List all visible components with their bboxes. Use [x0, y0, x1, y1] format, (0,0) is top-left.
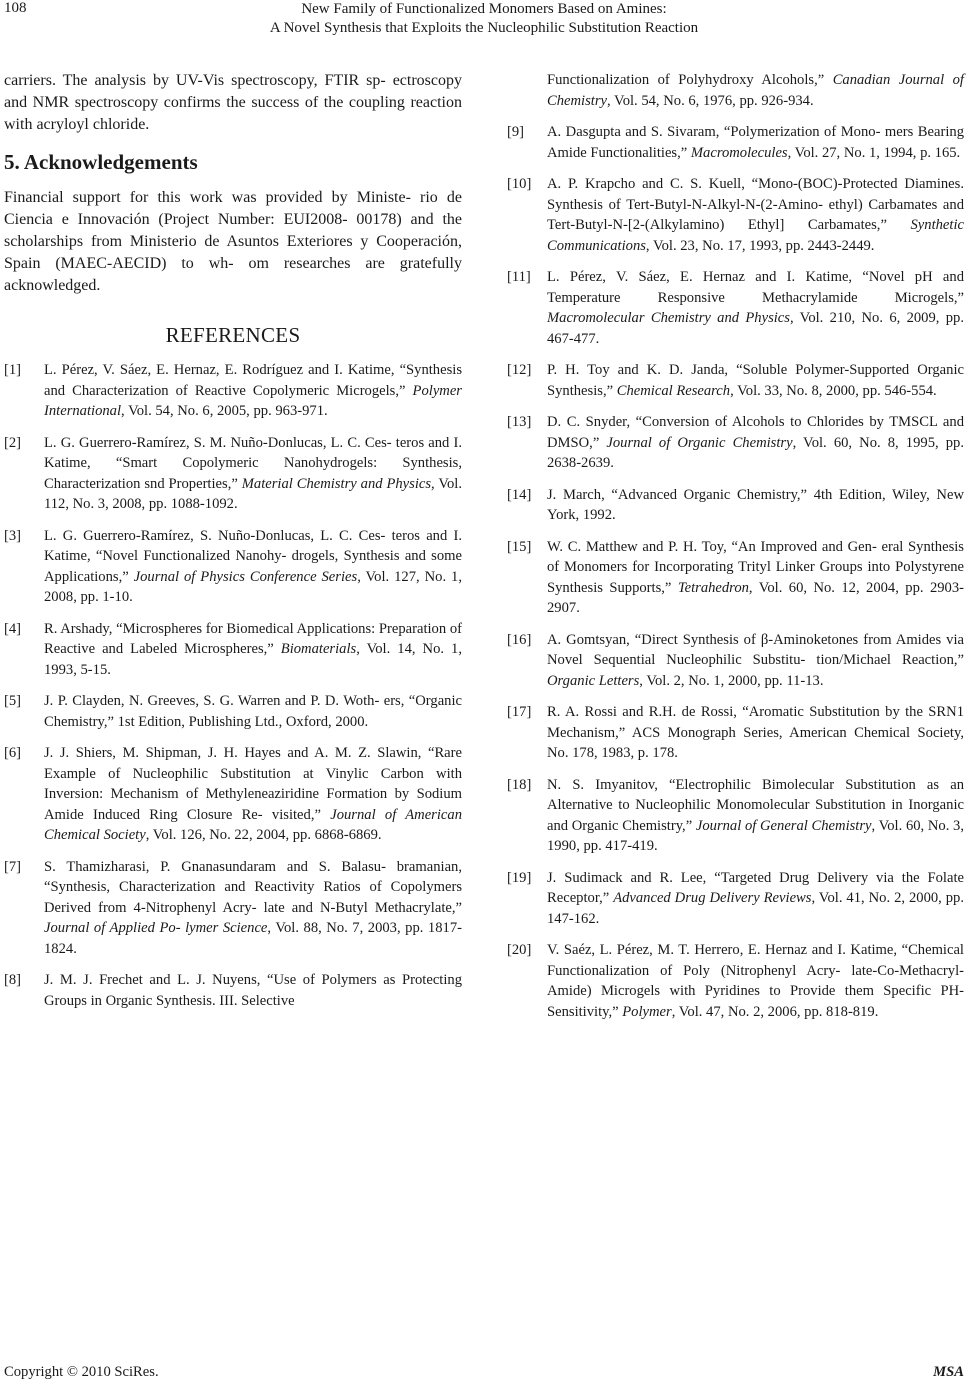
- ref-body: [547, 940, 964, 1022]
- running-header-line-1: New Family of Functionalized Monomers Based on Amines:: [301, 1, 667, 17]
- ref-body: [44, 526, 462, 608]
- ref-journal: Tetrahedron: [677, 579, 749, 596]
- ref-body: [547, 868, 964, 930]
- ref-details: , Vol. 112, No. 3, 2008, pp. 1088-1092.: [44, 475, 462, 512]
- reference-3: [4, 526, 462, 608]
- ref-journal: Canadian Journal of Chemistry: [547, 72, 964, 109]
- ref-body: [547, 360, 964, 401]
- ref-body: [547, 630, 964, 692]
- ref-body: [547, 122, 964, 163]
- ref-details: , Vol. 27, No. 1, 1994, p. 165.: [787, 144, 961, 161]
- reference-8-continuation: [507, 70, 964, 111]
- ref-body: [44, 857, 462, 960]
- ref-journal: Journal of American Chemical Society: [44, 806, 462, 843]
- ref-body: [44, 743, 462, 846]
- ref-text: L. Pérez, V. Sáez, E. Hernaz and I. Katime, “Novel pH and Temperature Responsive Methacrylamide Microgels,”: [547, 269, 964, 306]
- ref-details: , Vol. 23, No. 17, 1993, pp. 2443-2449.: [645, 237, 875, 254]
- reference-2: [4, 433, 462, 515]
- ref-text: R. A. Rossi and R.H. de Rossi, “Aromatic Substitution by the SRN1 Mechanism,” ACS Monograph Series, American Chemical Society, No. 178, 1983, p. 178.: [547, 704, 964, 761]
- ref-details: , Vol. 60, No. 12, 2004, pp. 2903-2907.: [547, 579, 964, 616]
- ref-text: A. Dasgupta and S. Sivaram, “Polymerization of Mono- mers Bearing Amide Functionalities,”: [547, 124, 964, 161]
- ref-number: [13]: [507, 414, 532, 430]
- ref-journal: Material Chemistry and Physics: [241, 475, 432, 492]
- ref-body: [547, 537, 964, 619]
- ref-number: [16]: [507, 631, 532, 648]
- ref-text: J. M. J. Frechet and L. J. Nuyens, “Use of Polymers as Protecting Groups in Organic Synthesis. III. Selective: [44, 972, 462, 1009]
- reference-7: [4, 857, 462, 960]
- ref-body: [547, 267, 964, 349]
- ref-number: [19]: [507, 869, 532, 886]
- reference-17: [507, 702, 964, 764]
- reference-16: [507, 630, 964, 692]
- ref-body: [44, 691, 462, 732]
- ref-number: [1]: [4, 362, 22, 378]
- ref-number: [4]: [4, 620, 22, 637]
- ref-journal: Polymer: [622, 1003, 672, 1020]
- acknowledgements-heading: 5. Acknowledgements: [4, 150, 198, 174]
- ref-journal: Journal of General Chemistry: [695, 817, 872, 834]
- ref-number: [18]: [507, 776, 532, 793]
- ref-journal: Biomaterials: [280, 641, 357, 657]
- reference-6: [4, 743, 462, 846]
- ref-text: P. H. Toy and K. D. Janda, “Soluble Polymer-Supported Organic Synthesis,”: [547, 362, 964, 399]
- ref-journal: Synthetic Communications: [547, 217, 964, 254]
- ref-body: [44, 433, 462, 515]
- ref-body: [547, 485, 964, 526]
- ref-text: L. Pérez, V. Sáez, E. Hernaz, E. Rodríguez and I. Katime, “Synthesis and Characterization of Reactive Copolymeric Microgels,”: [44, 362, 462, 399]
- ref-text: L. G. Guerrero-Ramírez, S. M. Nuño-Donlucas, L. C. Ces- teros and I. Katime, “Smart Copolymeric Nanohydrogels: Synthesis, Characterization snd Properties,”: [44, 434, 462, 492]
- ref-number: [6]: [4, 745, 22, 761]
- reference-18: [507, 775, 964, 857]
- ref-number: [17]: [507, 704, 532, 720]
- references-title: REFERENCES: [165, 323, 301, 347]
- ref-number: [7]: [4, 858, 22, 875]
- ref-number: [15]: [507, 538, 532, 555]
- reference-19: [507, 868, 964, 930]
- ref-text: N. S. Imyanitov, “Electrophilic Bimolecular Substitution as an Alternative to Nucleophilic Monomolecular Substitution in Inorganic and Organic Chemistry,”: [547, 776, 964, 834]
- ref-text: A. Gomtsyan, “Direct Synthesis of β-Aminoketones from Amides via Novel Sequential Nucleophilic Substitu- tion/Michael Reaction,”: [547, 631, 964, 668]
- ref-body: [44, 970, 462, 1011]
- ref-details: , Vol. 126, No. 22, 2004, pp. 6868-6869.: [145, 827, 382, 843]
- running-header-line-2: A Novel Synthesis that Exploits the Nucleophilic Substitution Reaction: [269, 20, 699, 36]
- ref-details: , Vol. 127, No. 1, 2008, pp. 1-10.: [44, 568, 462, 605]
- ref-number: [5]: [4, 693, 22, 709]
- reference-15: [507, 537, 964, 619]
- ref-text: R. Arshady, “Microspheres for Biomedical Applications: Preparation of Reactive and Labeled Microspheres,”: [44, 620, 462, 657]
- journal-abbreviation: MSA: [933, 1364, 964, 1380]
- ref-text: Functionalization of Polyhydroxy Alcohols,”: [547, 72, 833, 88]
- ref-number: [3]: [4, 527, 22, 544]
- ref-details: , Vol. 60, No. 3, 1990, pp. 417-419.: [547, 817, 964, 854]
- ref-number: [9]: [507, 124, 525, 140]
- ref-text: W. C. Matthew and P. H. Toy, “An Improved and Gen- eral Synthesis of Monomers for Incorporating Trityl Linker Groups into Polystyrene Synthesis Supports,”: [547, 538, 964, 596]
- ref-details: , Vol. 14, No. 1, 1993, 5-15.: [44, 641, 462, 678]
- reference-list-left: [4, 360, 462, 1011]
- ref-text: V. Saéz, L. Pérez, M. T. Herrero, E. Hernaz and I. Katime, “Chemical Functionalization of Poly (Nitrophenyl Acry- late-Co-Methacryl-Amide) Microgels with Pyridines to Provide them Specific PH-Sensitivity,”: [547, 942, 964, 1020]
- ref-body: [547, 412, 964, 474]
- copyright-notice: Copyright © 2010 SciRes.: [4, 1364, 159, 1380]
- acknowledgements-text: Financial support for this work was provided by Ministe- rio de Ciencia e Innovación (Project Number: EUI2008- 00178) and the scholarships from Ministerio de Asuntos Exteriores y Cooperación, Spain (MAEC-AECID) to wh- om researches are gratefully acknowledged.: [4, 189, 462, 294]
- ref-details: , Vol. 2, No. 1, 2000, pp. 11-13.: [639, 672, 824, 689]
- ref-number: [10]: [507, 176, 532, 192]
- ref-journal: Macromolecular Chemistry and Physics: [547, 310, 790, 326]
- ref-details: , Vol. 88, No. 7, 2003, pp. 1817-1824.: [44, 920, 462, 957]
- ref-details: , Vol. 47, No. 2, 2006, pp. 818-819.: [671, 1003, 879, 1020]
- running-header: [0, 0, 968, 38]
- ref-number: [20]: [507, 942, 532, 958]
- ref-number: [11]: [507, 269, 531, 285]
- ref-body: [547, 702, 964, 764]
- reference-4: [4, 619, 462, 681]
- ref-journal: Journal of Organic Chemistry: [606, 434, 793, 451]
- reference-8: [4, 970, 462, 1011]
- ref-journal: Journal of Physics Conference Series: [133, 568, 358, 585]
- ref-journal: Chemical Research: [616, 382, 731, 399]
- ref-body: [547, 775, 964, 857]
- ref-details: , Vol. 60, No. 8, 1995, pp. 2638-2639.: [547, 434, 964, 471]
- ref-text: L. G. Guerrero-Ramírez, S. Nuño-Donlucas, L. C. Ces- teros and I. Katime, “Novel Functionalized Nanohy- drogels, Synthesis and some Applications,”: [44, 527, 462, 585]
- reference-9: [507, 122, 964, 163]
- ref-number: [8]: [4, 972, 22, 988]
- ref-text: D. C. Snyder, “Conversion of Alcohols to Chlorides by TMSCL and DMSO,”: [547, 414, 964, 451]
- ref-details: , Vol. 41, No. 2, 2000, pp. 147-162.: [547, 890, 965, 927]
- right-column: [507, 70, 964, 1033]
- reference-1: [4, 360, 462, 422]
- ref-details: , Vol. 54, No. 6, 2005, pp. 963-971.: [121, 403, 328, 419]
- ref-number: [14]: [507, 486, 532, 503]
- reference-20: [507, 940, 964, 1022]
- ref-details: , Vol. 54, No. 6, 1976, pp. 926-934.: [607, 92, 814, 109]
- ref-body: [44, 619, 462, 681]
- ref-text: J. Sudimack and R. Lee, “Targeted Drug Delivery via the Folate Receptor,”: [547, 869, 964, 906]
- ref-body: [547, 174, 964, 256]
- ref-journal: Organic Letters: [547, 672, 640, 689]
- reference-13: [507, 412, 964, 474]
- reference-list-right: [507, 122, 964, 1022]
- ref-text: J. J. Shiers, M. Shipman, J. H. Hayes and A. M. Z. Slawin, “Rare Example of Nucleophilic Substitution at Vinylic Carbon with Inversion: Mechanism of Methyleneaziridine Formation by Sodium Amide Induced Ring Closure Re- visited,”: [44, 745, 462, 823]
- ref-details: , Vol. 33, No. 8, 2000, pp. 546-554.: [730, 382, 937, 399]
- ref-journal: Polymer International: [44, 382, 462, 419]
- ref-text: J. March, “Advanced Organic Chemistry,” 4th Edition, Wiley, New York, 1992.: [547, 486, 964, 523]
- ref-details: , Vol. 210, No. 6, 2009, pp. 467-477.: [547, 310, 964, 347]
- reference-11: [507, 267, 964, 349]
- reference-10: [507, 174, 964, 256]
- page-number: 108: [4, 0, 27, 16]
- ref-number: [12]: [507, 362, 532, 378]
- reference-14: [507, 485, 964, 526]
- left-column: [4, 70, 462, 1022]
- ref-number: [2]: [4, 434, 22, 451]
- ref-journal: Advanced Drug Delivery Reviews: [613, 890, 812, 906]
- reference-5: [4, 691, 462, 732]
- ref-body: [44, 360, 462, 422]
- intro-paragraph: carriers. The analysis by UV-Vis spectroscopy, FTIR sp- ectroscopy and NMR spectroscopy confirms the success of the coupling reaction with acryloyl chloride.: [4, 72, 462, 133]
- ref-text: S. Thamizharasi, P. Gnanasundaram and S. Balasu- bramanian, “Synthesis, Characterization and Reactivity Ratios of Copolymers Derived from 4-Nitrophenyl Acry- late and N-Butyl Methacrylate,”: [44, 858, 462, 916]
- page-footer: [4, 1364, 964, 1381]
- ref-journal: Journal of Applied Po- lymer Science: [44, 920, 268, 936]
- ref-text: A. P. Krapcho and C. S. Kuell, “Mono-(BOC)-Protected Diamines. Synthesis of Tert-Butyl-N-Alkyl-N-(2-Amino- ethyl) Carbamates and Tert-Butyl-N-[2-(Alkylamino) Ethyl] Carbamates,”: [547, 176, 964, 233]
- ref-journal: Macromolecules: [690, 144, 788, 161]
- ref-text: J. P. Clayden, N. Greeves, S. G. Warren and P. D. Woth- ers, “Organic Chemistry,” 1st Edition, Publishing Ltd., Oxford, 2000.: [44, 693, 462, 730]
- reference-12: [507, 360, 964, 401]
